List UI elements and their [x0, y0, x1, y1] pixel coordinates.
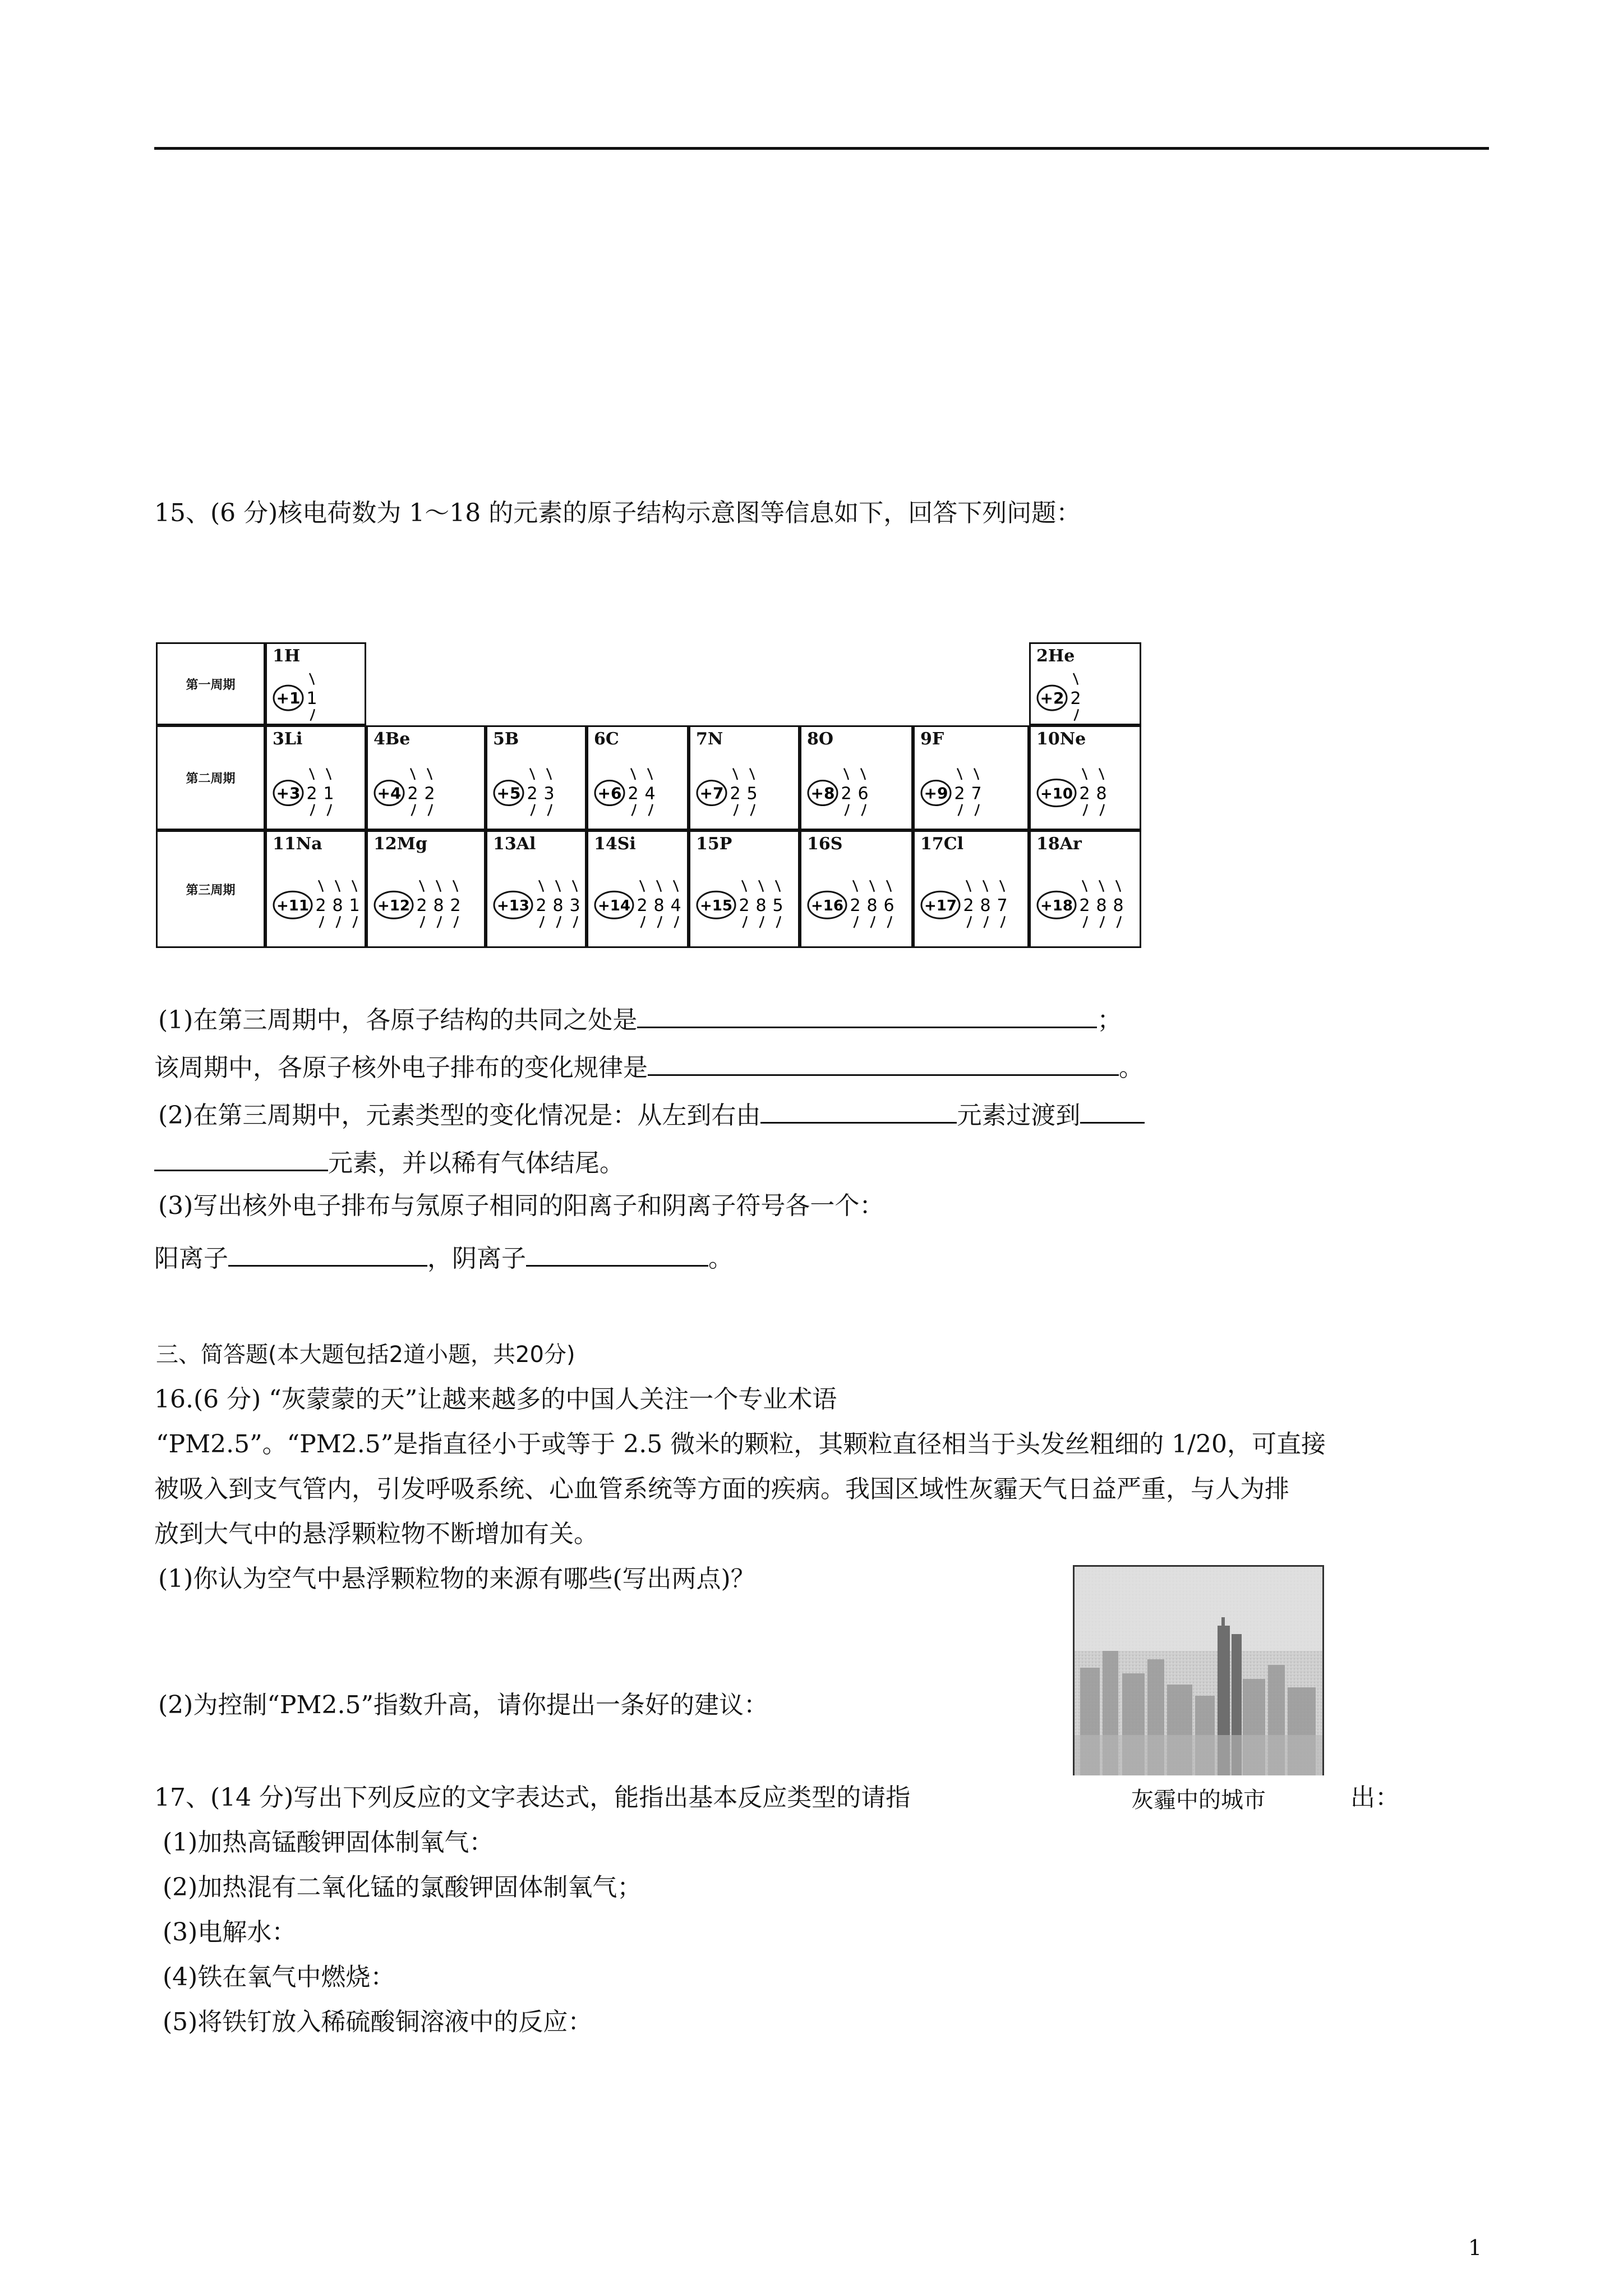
nuclear-charge: +2	[1040, 689, 1064, 708]
q16-sub1: (1)你认为空气中悬浮颗粒物的来源有哪些(写出两点)？	[158, 1565, 755, 1593]
element-cell	[689, 725, 800, 830]
nuclear-charge: +17	[924, 898, 957, 915]
element-cell	[265, 725, 366, 830]
element-cell	[1029, 830, 1141, 948]
electron-count: 2	[1079, 784, 1090, 804]
atom-structure-diagram	[694, 854, 798, 946]
atom-structure-diagram	[694, 749, 798, 829]
element-symbol: 9F	[920, 729, 944, 749]
nuclear-charge: +14	[598, 898, 630, 915]
electron-count: 6	[857, 784, 869, 804]
atom-structure-diagram	[270, 854, 365, 946]
electron-count: 1	[349, 896, 360, 916]
q16-line3: 被吸入到支气管内，引发呼吸系统、心血管系统等方面的疾病。我国区域性灰霾天气日益严重，与人为排	[154, 1475, 1289, 1503]
atom-structure-diagram	[1034, 749, 1140, 829]
electron-count: 2	[527, 784, 538, 804]
atom-structure-diagram	[805, 749, 911, 829]
q16-line1: 16.(6 分) “灰蒙蒙的天”让越来越多的中国人关注一个专业术语	[154, 1385, 837, 1414]
atom-structure-diagram	[592, 749, 687, 829]
q15-part3-answers: 阳离子 ，阴离子 。	[154, 1237, 733, 1276]
element-symbol: 12Mg	[374, 834, 427, 854]
nuclear-charge: +13	[497, 898, 529, 915]
electron-count: 8	[755, 896, 767, 916]
q17-item-1: (1)加热高锰酸钾固体制氧气：	[163, 1828, 494, 1857]
q15-part2a: (2)在第三周期中，元素类型的变化情况是：从左到右由 元素过渡到	[158, 1094, 1145, 1133]
nuclear-charge: +3	[276, 784, 301, 803]
element-cell	[486, 725, 587, 830]
q17-item-5: (5)将铁钉放入稀硫酸铜溶液中的反应：	[163, 2008, 593, 2036]
element-symbol: 13Al	[493, 834, 536, 854]
electron-count: 2	[1070, 689, 1081, 709]
q16-sub2: (2)为控制“PM2.5”指数升高，请你提出一条好的建议：	[158, 1691, 768, 1719]
element-symbol: 1H	[273, 646, 301, 666]
element-cell	[587, 725, 689, 830]
element-cell	[265, 642, 366, 725]
electron-count: 2	[306, 784, 317, 804]
electron-count: 2	[315, 896, 326, 916]
electron-count: 8	[1096, 896, 1107, 916]
q15-intro: 15、(6 分)核电荷数为 1～18 的元素的原子结构示意图等信息如下，回答下列问题：	[154, 499, 1081, 527]
electron-count: 7	[997, 896, 1008, 916]
nuclear-charge: +5	[496, 784, 521, 803]
atom-structure-diagram	[918, 749, 1027, 829]
nuclear-charge: +4	[377, 784, 402, 803]
electron-count: 2	[450, 896, 461, 916]
element-symbol: 16S	[807, 834, 843, 854]
element-cell	[1029, 725, 1141, 830]
q17-item-4: (4)铁在氧气中燃烧：	[163, 1963, 395, 1991]
electron-count: 3	[543, 784, 555, 804]
answer-blank[interactable]	[1080, 1094, 1145, 1124]
q16-line2: “PM2.5”。“PM2.5”是指直径小于或等于 2.5 微米的颗粒，其颗粒直径相当于头发丝粗细的 1/20，可直接	[156, 1430, 1326, 1458]
answer-blank[interactable]	[648, 1046, 1119, 1076]
nuclear-charge: +1	[276, 689, 301, 708]
electron-count: 5	[772, 896, 783, 916]
electron-count: 2	[416, 896, 427, 916]
q15-part3: (3)写出核外电子排布与氖原子相同的阳离子和阴离子符号各一个：	[158, 1191, 884, 1220]
q17-intro: 17、(14 分)写出下列反应的文字表达式，能指出基本反应类型的请指	[154, 1783, 911, 1812]
atom-structure-diagram	[371, 749, 484, 829]
element-symbol: 5B	[493, 729, 519, 749]
element-cell	[366, 830, 486, 948]
atom-structure-diagram	[805, 854, 911, 946]
electron-count: 2	[1079, 896, 1090, 916]
nuclear-charge: +16	[811, 898, 843, 915]
element-symbol: 14Si	[594, 834, 636, 854]
electron-count: 8	[653, 896, 665, 916]
atom-structure-diagram	[491, 749, 585, 829]
nuclear-charge: +7	[699, 784, 724, 803]
element-cell	[913, 725, 1029, 830]
photo-caption: 灰霾中的城市	[1073, 1775, 1324, 1820]
element-cell	[1029, 642, 1141, 725]
electron-count: 1	[323, 784, 334, 804]
section-heading: 三、简答题(本大题包括2道小题，共20分)	[156, 1342, 575, 1368]
nuclear-charge: +6	[597, 784, 622, 803]
electron-count: 3	[569, 896, 580, 916]
period-label: 第一周期	[156, 642, 265, 725]
atom-structure-diagram	[1034, 854, 1140, 946]
atom-structure-diagram	[592, 854, 687, 946]
element-cell	[486, 830, 587, 948]
atom-structure-diagram	[491, 854, 585, 946]
element-symbol: 10Ne	[1036, 729, 1086, 749]
electron-count: 2	[850, 896, 861, 916]
electron-count: 8	[1096, 784, 1107, 804]
atom-structure-diagram	[270, 666, 365, 724]
element-symbol: 3Li	[273, 729, 303, 749]
nuclear-charge: +9	[924, 784, 948, 803]
electron-count: 2	[536, 896, 547, 916]
element-cell	[800, 830, 913, 948]
element-symbol: 15P	[696, 834, 732, 854]
electron-count: 8	[433, 896, 444, 916]
electron-count: 2	[424, 784, 435, 804]
element-symbol: 8O	[807, 729, 834, 749]
electron-count: 7	[971, 784, 982, 804]
element-cell	[265, 830, 366, 948]
q15-part2b: 元素，并以稀有气体结尾。	[154, 1142, 624, 1180]
electron-count: 2	[954, 784, 965, 804]
nuclear-charge: +8	[810, 784, 835, 803]
answer-blank[interactable]	[228, 1237, 427, 1267]
element-symbol: 17Cl	[920, 834, 964, 854]
answer-blank[interactable]	[637, 999, 1097, 1028]
q15-part1b: 该周期中，各原子核外电子排布的变化规律是 。	[154, 1046, 1144, 1085]
element-cell	[800, 725, 913, 830]
nuclear-charge: +12	[377, 898, 410, 915]
element-cell	[913, 830, 1029, 948]
q15-part1a: (1)在第三周期中，各原子结构的共同之处是 ；	[158, 999, 1122, 1037]
electron-count: 2	[963, 896, 974, 916]
element-symbol: 7N	[696, 729, 723, 749]
electron-count: 4	[670, 896, 681, 916]
header-rule	[154, 147, 1489, 150]
answer-blank[interactable]	[154, 1142, 328, 1171]
electron-count: 8	[1113, 896, 1124, 916]
nuclear-charge: +11	[276, 898, 309, 915]
electron-count: 2	[730, 784, 741, 804]
electron-count: 1	[306, 689, 317, 709]
electron-count: 2	[841, 784, 852, 804]
periodic-table	[156, 642, 1141, 948]
electron-count: 8	[332, 896, 343, 916]
electron-count: 8	[980, 896, 991, 916]
q16-line4: 放到大气中的悬浮颗粒物不断增加有关。	[154, 1520, 598, 1548]
answer-blank[interactable]	[526, 1237, 708, 1267]
q17-item-2: (2)加热混有二氧化锰的氯酸钾固体制氧气；	[163, 1873, 642, 1902]
q17-item-3: (3)电解水：	[163, 1918, 297, 1947]
electron-count: 8	[552, 896, 564, 916]
period-label: 第二周期	[156, 725, 265, 830]
element-symbol: 11Na	[273, 834, 322, 854]
electron-count: 5	[746, 784, 758, 804]
nuclear-charge: +18	[1040, 898, 1073, 915]
electron-count: 4	[644, 784, 656, 804]
element-cell	[587, 830, 689, 948]
nuclear-charge: +15	[700, 898, 732, 915]
element-symbol: 2He	[1036, 646, 1075, 666]
element-symbol: 18Ar	[1036, 834, 1082, 854]
electron-count: 2	[407, 784, 418, 804]
electron-count: 2	[739, 896, 750, 916]
answer-blank[interactable]	[760, 1094, 957, 1124]
atom-structure-diagram	[918, 854, 1027, 946]
electron-count: 6	[883, 896, 895, 916]
electron-count: 8	[866, 896, 878, 916]
atom-structure-diagram	[1034, 666, 1140, 724]
element-cell	[689, 830, 800, 948]
page-number: 1	[1468, 2235, 1482, 2260]
q17-intro-end: 出：	[1350, 1783, 1400, 1812]
element-symbol: 6C	[594, 729, 619, 749]
element-symbol: 4Be	[374, 729, 411, 749]
electron-count: 2	[628, 784, 639, 804]
atom-structure-diagram	[371, 854, 484, 946]
electron-count: 2	[637, 896, 648, 916]
nuclear-charge: +10	[1040, 785, 1073, 803]
period-label: 第三周期	[156, 830, 265, 948]
atom-structure-diagram	[270, 749, 365, 829]
element-cell	[366, 725, 486, 830]
